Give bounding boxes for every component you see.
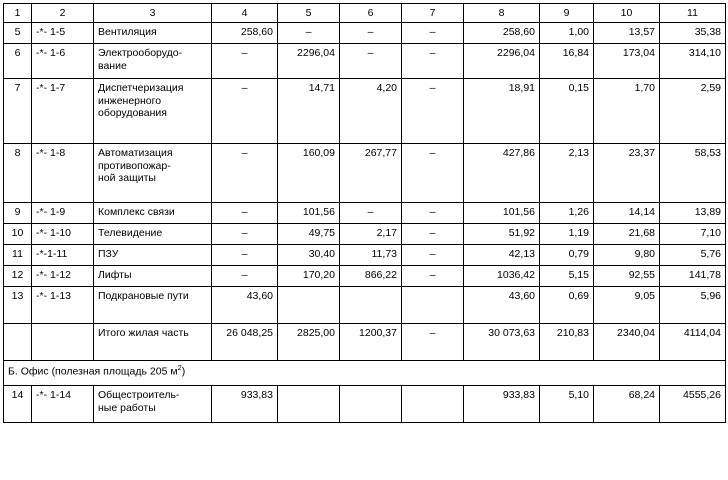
cell-r8-c6 [340,287,402,324]
column-header-11: 11 [660,4,726,23]
cell-r5-c6: 2,17 [340,224,402,245]
cell-r4-c7: – [402,203,464,224]
column-header-7: 7 [402,4,464,23]
column-header-5: 5 [278,4,340,23]
cell-r0-c3: Вентиляция [94,23,212,44]
column-header-1: 1 [4,4,32,23]
cell-r1-c4: – [212,44,278,79]
cell-r4-c11: 13,89 [660,203,726,224]
cell-r8-c5 [278,287,340,324]
cell-r1-c6: – [340,44,402,79]
cell-r0-c5: – [278,23,340,44]
cell-r3-c7: – [402,144,464,203]
cell-r0-c6: – [340,23,402,44]
estimate-table [3,3,726,423]
cell-r7-c6: 866,22 [340,266,402,287]
cell-r5-c8: 51,92 [464,224,540,245]
cell-r8-c2: -*- 1-13 [32,287,94,324]
cell-r9-c5: 2825,00 [278,324,340,361]
cell-r5-c3: Телевидение [94,224,212,245]
cell-r2-c3: Диспетчеризация инженерного оборудования [94,79,212,144]
cell-r2-c1: 7 [4,79,32,144]
column-header-2: 2 [32,4,94,23]
cell-r4-c8: 101,56 [464,203,540,224]
cell-r1-c7: – [402,44,464,79]
cell-r7-c1: 12 [4,266,32,287]
cell-r4-c9: 1,26 [540,203,594,224]
cell-r6-c9: 0,79 [540,245,594,266]
cell-r11-c3: Общестроитель- ные работы [94,386,212,423]
column-header-10: 10 [594,4,660,23]
cell-r9-c1 [4,324,32,361]
cell-r6-c7: – [402,245,464,266]
cell-r2-c11: 2,59 [660,79,726,144]
estimate-table-sheet [0,3,728,480]
cell-r6-c8: 42,13 [464,245,540,266]
table-row [4,79,726,144]
cell-r1-c5: 2296,04 [278,44,340,79]
cell-r3-c9: 2,13 [540,144,594,203]
cell-r4-c4: – [212,203,278,224]
cell-r3-c3: Автоматизация противопожар- ной защиты [94,144,212,203]
cell-r6-c10: 9,80 [594,245,660,266]
table-row [4,44,726,79]
cell-r6-c3: ПЗУ [94,245,212,266]
cell-r6-c4: – [212,245,278,266]
cell-r2-c2: -*- 1-7 [32,79,94,144]
table-header-row [4,4,726,23]
cell-r2-c10: 1,70 [594,79,660,144]
cell-r5-c2: -*- 1-10 [32,224,94,245]
cell-r11-c2: -*- 1-14 [32,386,94,423]
cell-r5-c10: 21,68 [594,224,660,245]
cell-r5-c5: 49,75 [278,224,340,245]
cell-r6-c1: 11 [4,245,32,266]
cell-r5-c7: – [402,224,464,245]
cell-r3-c6: 267,77 [340,144,402,203]
cell-r7-c2: -*- 1-12 [32,266,94,287]
cell-r7-c11: 141,78 [660,266,726,287]
cell-r7-c5: 170,20 [278,266,340,287]
cell-r7-c3: Лифты [94,266,212,287]
cell-r9-c8: 30 073,63 [464,324,540,361]
cell-r9-c3: Итого жилая часть [94,324,212,361]
table-row [4,266,726,287]
cell-r0-c10: 13,57 [594,23,660,44]
cell-r0-c8: 258,60 [464,23,540,44]
cell-r9-c9: 210,83 [540,324,594,361]
cell-r6-c5: 30,40 [278,245,340,266]
cell-r4-c1: 9 [4,203,32,224]
cell-r1-c10: 173,04 [594,44,660,79]
table-row [4,386,726,423]
cell-r7-c4: – [212,266,278,287]
cell-r1-c9: 16,84 [540,44,594,79]
table-section-row [4,361,726,386]
cell-r0-c7: – [402,23,464,44]
cell-r8-c11: 5,96 [660,287,726,324]
cell-r2-c4: – [212,79,278,144]
cell-r2-c9: 0,15 [540,79,594,144]
cell-r2-c7: – [402,79,464,144]
table-row [4,287,726,324]
cell-r5-c9: 1,19 [540,224,594,245]
section-label: Б. Офис (полезная площадь 205 $м^2$) [4,361,726,386]
cell-r6-c6: 11,73 [340,245,402,266]
cell-r9-c4: 26 048,25 [212,324,278,361]
cell-r11-c7 [402,386,464,423]
cell-r1-c3: Электрооборудо- вание [94,44,212,79]
table-body [4,4,726,423]
cell-r11-c5 [278,386,340,423]
table-row [4,245,726,266]
column-header-8: 8 [464,4,540,23]
cell-r4-c5: 101,56 [278,203,340,224]
table-total-row [4,324,726,361]
cell-r11-c8: 933,83 [464,386,540,423]
table-row [4,144,726,203]
cell-r7-c9: 5,15 [540,266,594,287]
cell-r1-c1: 6 [4,44,32,79]
cell-r6-c2: -*-1-11 [32,245,94,266]
cell-r9-c2 [32,324,94,361]
cell-r11-c11: 4555,26 [660,386,726,423]
cell-r7-c8: 1036,42 [464,266,540,287]
cell-r0-c11: 35,38 [660,23,726,44]
cell-r3-c11: 58,53 [660,144,726,203]
table-row [4,203,726,224]
cell-r8-c10: 9,05 [594,287,660,324]
column-header-3: 3 [94,4,212,23]
cell-r8-c9: 0,69 [540,287,594,324]
cell-r0-c2: -*- 1-5 [32,23,94,44]
cell-r8-c3: Подкрановые пути [94,287,212,324]
cell-r4-c3: Комплекс связи [94,203,212,224]
cell-r11-c1: 14 [4,386,32,423]
column-header-9: 9 [540,4,594,23]
cell-r3-c2: -*- 1-8 [32,144,94,203]
cell-r11-c6 [340,386,402,423]
cell-r11-c4: 933,83 [212,386,278,423]
cell-r2-c8: 18,91 [464,79,540,144]
cell-r1-c11: 314,10 [660,44,726,79]
cell-r5-c4: – [212,224,278,245]
cell-r8-c4: 43,60 [212,287,278,324]
cell-r5-c11: 7,10 [660,224,726,245]
table-row [4,23,726,44]
cell-r7-c10: 92,55 [594,266,660,287]
cell-r3-c5: 160,09 [278,144,340,203]
cell-r11-c9: 5,10 [540,386,594,423]
cell-r3-c4: – [212,144,278,203]
cell-r9-c10: 2340,04 [594,324,660,361]
cell-r9-c11: 4114,04 [660,324,726,361]
cell-r2-c5: 14,71 [278,79,340,144]
column-header-4: 4 [212,4,278,23]
cell-r9-c6: 1200,37 [340,324,402,361]
cell-r4-c2: -*- 1-9 [32,203,94,224]
cell-r3-c8: 427,86 [464,144,540,203]
cell-r1-c8: 2296,04 [464,44,540,79]
cell-r9-c7: – [402,324,464,361]
cell-r2-c6: 4,20 [340,79,402,144]
cell-r4-c6: – [340,203,402,224]
cell-r8-c7 [402,287,464,324]
cell-r1-c2: -*- 1-6 [32,44,94,79]
column-header-6: 6 [340,4,402,23]
cell-r3-c10: 23,37 [594,144,660,203]
cell-r8-c1: 13 [4,287,32,324]
cell-r8-c8: 43,60 [464,287,540,324]
cell-r3-c1: 8 [4,144,32,203]
cell-r0-c4: 258,60 [212,23,278,44]
cell-r11-c10: 68,24 [594,386,660,423]
cell-r5-c1: 10 [4,224,32,245]
table-row [4,224,726,245]
cell-r0-c9: 1,00 [540,23,594,44]
cell-r0-c1: 5 [4,23,32,44]
cell-r6-c11: 5,76 [660,245,726,266]
cell-r7-c7: – [402,266,464,287]
cell-r4-c10: 14,14 [594,203,660,224]
